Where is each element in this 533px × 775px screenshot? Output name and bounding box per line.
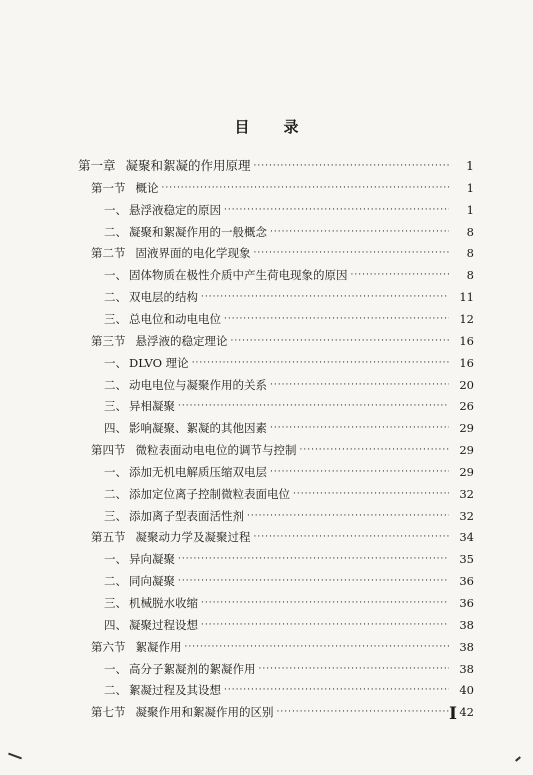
toc-page-number: 29 <box>459 421 474 436</box>
toc-entry-number: 一、 <box>104 202 127 217</box>
toc-page-number: 1 <box>466 202 474 217</box>
toc-entry-number: 二、 <box>104 377 127 392</box>
toc-entry-label <box>91 640 182 654</box>
toc-entry-number: 第一节 <box>91 180 126 195</box>
toc-page-number: 12 <box>459 311 474 326</box>
toc-section <box>91 330 474 348</box>
toc-item <box>104 614 474 632</box>
dot-leader <box>254 248 450 258</box>
toc-page-number: 29 <box>459 443 474 458</box>
toc-entry-number: 二、 <box>104 224 127 239</box>
dot-leader <box>270 423 449 433</box>
toc-item <box>104 592 474 610</box>
dot-leader <box>293 489 449 499</box>
toc-entry-number: 三、 <box>104 596 127 610</box>
toc-entry-number: 二、 <box>104 574 127 589</box>
dot-leader <box>277 707 450 717</box>
dot-leader <box>247 511 449 521</box>
toc-entry-label <box>104 465 267 479</box>
dot-leader <box>254 161 449 171</box>
toc-entry-title: 双电层的结构 <box>129 290 198 305</box>
toc-entry-number: 第四节 <box>91 443 126 458</box>
toc-entry-number: 一、 <box>104 661 127 676</box>
toc-section <box>91 526 474 544</box>
dot-leader <box>300 445 450 455</box>
toc-entry-number: 三、 <box>104 311 127 326</box>
toc-entry-title: 异向凝聚 <box>129 552 175 567</box>
toc-entry-label <box>104 290 198 304</box>
toc-entry-label <box>104 596 198 610</box>
toc-entry-label <box>91 181 159 195</box>
toc-entry-title: 悬浮液的稳定理论 <box>135 333 228 348</box>
toc-page-number: 38 <box>459 617 474 632</box>
dot-leader <box>270 227 449 237</box>
toc-page-number: 1 <box>466 158 474 173</box>
toc-item <box>104 505 474 523</box>
toc-entry-label <box>104 618 198 632</box>
toc-page-number: 1 <box>466 180 474 195</box>
toc-entry-label <box>78 159 251 173</box>
title-char-2: 录 <box>283 118 299 136</box>
toc-item <box>104 286 474 304</box>
dot-leader <box>178 554 449 564</box>
toc-entry-label <box>104 683 221 697</box>
toc-entry-title: 异相凝聚 <box>129 399 175 414</box>
toc-item <box>104 264 474 282</box>
toc-item <box>104 417 474 435</box>
toc-entry-label <box>104 509 244 523</box>
toc-entry-label <box>104 421 267 435</box>
toc-entry-number: 第六节 <box>91 639 126 654</box>
toc-item <box>104 374 474 392</box>
toc-section <box>91 439 474 457</box>
toc-entry-number: 一、 <box>104 464 127 479</box>
toc-item <box>104 395 474 413</box>
toc-item <box>104 483 474 501</box>
dot-leader <box>201 598 449 608</box>
toc-entry-label <box>104 268 348 282</box>
toc-entry-title: 凝聚和絮凝的作用原理 <box>125 158 251 173</box>
toc-entry-number: 第二节 <box>91 246 126 261</box>
toc-entry-label <box>104 552 175 566</box>
toc-entry-number: 第三节 <box>91 333 126 348</box>
dot-leader <box>162 183 450 193</box>
toc-page-number: 36 <box>459 574 474 589</box>
dot-leader <box>254 532 450 542</box>
page-number-roman: I <box>449 704 457 724</box>
toc-chapter <box>78 155 474 173</box>
toc-entry-title: 高分子絮凝剂的絮凝作用 <box>129 661 256 676</box>
toc-section <box>91 636 474 654</box>
toc-page-number: 42 <box>459 705 474 720</box>
toc-section <box>91 177 474 195</box>
toc-page-number: 38 <box>459 661 474 676</box>
toc-entry-number: 第一章 <box>78 158 116 173</box>
dot-leader <box>185 642 450 652</box>
toc-section <box>91 242 474 260</box>
toc-item <box>104 658 474 676</box>
toc-entry-label <box>104 662 256 676</box>
toc-entry-label <box>104 399 175 413</box>
toc-item <box>104 221 474 239</box>
toc-entry-title: 机械脱水收缩 <box>129 596 198 610</box>
toc-entry-label <box>91 246 251 260</box>
toc-page-number: 16 <box>459 355 474 370</box>
toc-page-number: 8 <box>466 268 474 283</box>
toc-entry-title: 固体物质在极性介质中产生荷电现象的原因 <box>129 268 348 283</box>
toc-entry-title: 凝聚过程设想 <box>129 617 198 632</box>
toc-entry-label <box>104 356 189 370</box>
toc-entry-number: 三、 <box>104 399 127 414</box>
dot-leader <box>270 467 449 477</box>
toc-page-number: 32 <box>459 486 474 501</box>
toc-page-number: 40 <box>459 683 474 698</box>
toc-entry-number: 一、 <box>104 268 127 283</box>
toc-item <box>104 570 474 588</box>
toc-entry-number: 四、 <box>104 617 127 632</box>
toc-entry-title: 固液界面的电化学现象 <box>135 246 251 261</box>
toc-page-number: 34 <box>459 530 474 545</box>
dot-leader <box>224 685 449 695</box>
toc-entry-title: 絮凝过程及其设想 <box>129 683 221 698</box>
toc-page-number: 20 <box>459 377 474 392</box>
scan-mark-right <box>515 756 521 761</box>
toc-entry-title: 添加离子型表面活性剂 <box>129 508 244 523</box>
dot-leader <box>231 336 450 346</box>
scan-mark-left <box>8 753 22 760</box>
toc-entry-label <box>104 574 175 588</box>
toc-page-number: 35 <box>459 552 474 567</box>
toc-item <box>104 199 474 217</box>
toc-page-number: 8 <box>466 224 474 239</box>
toc-entry-title: DLVO 理论 <box>129 355 189 370</box>
dot-leader <box>259 664 450 674</box>
toc-item <box>104 352 474 370</box>
toc-entry-number: 第五节 <box>91 530 126 545</box>
toc-entry-title: 凝聚作用和絮凝作用的区别 <box>135 705 274 720</box>
toc-page-number: 11 <box>459 290 474 305</box>
toc-entry-title: 同向凝聚 <box>129 574 175 589</box>
toc-page-number: 29 <box>459 464 474 479</box>
toc-page-number: 16 <box>459 333 474 348</box>
toc-page-number: 36 <box>459 596 474 610</box>
dot-leader <box>178 576 449 586</box>
toc-entry-number: 二、 <box>104 486 127 501</box>
dot-leader <box>201 292 449 302</box>
toc-entry-title: 微粒表面动电电位的调节与控制 <box>135 443 297 458</box>
title-char-1: 目 <box>234 118 250 136</box>
toc-entry-number: 第七节 <box>91 705 126 720</box>
toc-entry-title: 动电电位与凝聚作用的关系 <box>129 377 267 392</box>
toc-entry-label <box>104 312 221 326</box>
toc-section <box>91 701 474 719</box>
toc-item <box>104 679 474 697</box>
toc-entry-title: 絮凝作用 <box>135 639 182 654</box>
toc-page-number: 8 <box>466 246 474 261</box>
toc-entry-number: 二、 <box>104 683 127 698</box>
dot-leader <box>178 401 449 411</box>
dot-leader <box>270 380 449 390</box>
toc-item <box>104 308 474 326</box>
dot-leader <box>224 314 449 324</box>
toc-entry-label <box>91 334 228 348</box>
toc-entry-label <box>91 705 274 719</box>
toc-entry-title: 概论 <box>135 180 159 195</box>
toc-entry-label <box>104 487 290 501</box>
toc-entry-number: 二、 <box>104 290 127 305</box>
toc-entry-title: 凝聚动力学及凝聚过程 <box>135 530 251 545</box>
toc-entry-label <box>104 203 221 217</box>
page-title <box>0 116 533 137</box>
dot-leader <box>224 205 449 215</box>
toc-entry-title: 悬浮液稳定的原因 <box>129 202 221 217</box>
toc-entry-title: 添加定位离子控制微粒表面电位 <box>129 486 290 501</box>
toc-entry-title: 总电位和动电电位 <box>129 311 221 326</box>
toc-entry-title: 添加无机电解质压缩双电层 <box>129 464 267 479</box>
toc-entry-label <box>104 225 267 239</box>
toc-entry-title: 影响凝聚、絮凝的其他因素 <box>129 421 267 436</box>
toc-entry-label <box>104 378 267 392</box>
toc-entry-number: 一、 <box>104 355 127 370</box>
dot-leader <box>192 358 449 368</box>
dot-leader <box>351 270 450 280</box>
toc-entry-number: 一、 <box>104 552 127 567</box>
toc-page-number: 26 <box>459 399 474 414</box>
toc-entry-number: 三、 <box>104 508 127 523</box>
toc-entry-label <box>91 530 251 544</box>
toc-entry-title: 凝聚和絮凝作用的一般概念 <box>129 224 267 239</box>
toc-page-number: 32 <box>459 508 474 523</box>
toc-page-number: 38 <box>459 639 474 654</box>
toc-entry-number: 四、 <box>104 421 127 436</box>
toc-item <box>104 461 474 479</box>
toc-item <box>104 548 474 566</box>
dot-leader <box>201 620 449 630</box>
toc-entry-label <box>91 443 297 457</box>
